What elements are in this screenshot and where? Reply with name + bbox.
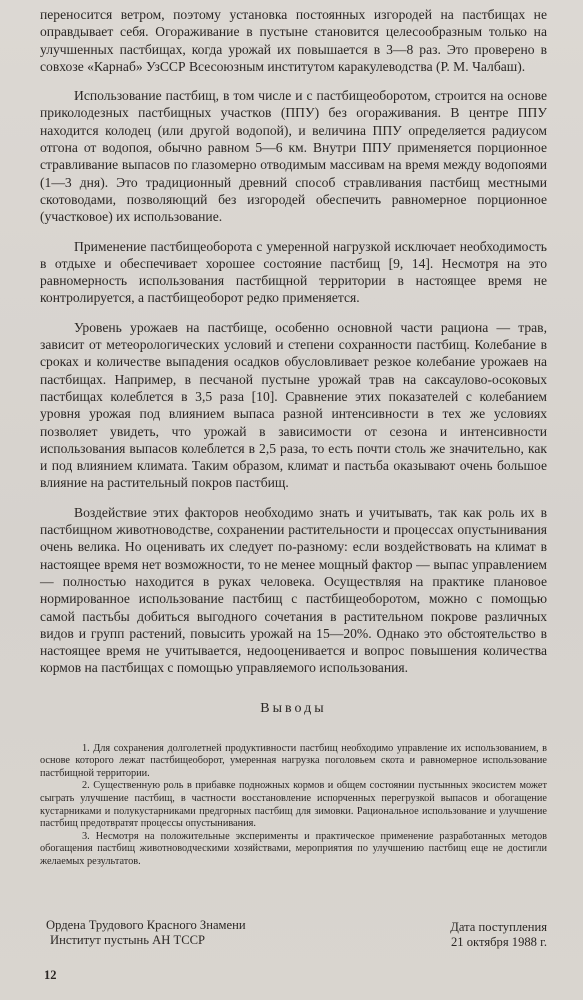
paragraph-1: переносится ветром, поэтому установка постоянных изгородей на пастбищах не оправдывает себя. Огораживание в пустыне становится целесообразным только на улучшенных пастбищах, когда урожай их повышается в 3—8 раз. Это проверено в совхозе «Карнаб» УзССР Всесоюзным институтом каракулеводства (Р. М. Чалбаш).	[40, 7, 547, 74]
received-date: 21 октября 1988 г.	[451, 935, 547, 949]
received-block	[450, 920, 547, 950]
conclusion-1: 1. Для сохранения долголетней продуктивности пастбищ необходимо управление их использованием, в основе которого лежат пастбищеоборот, умеренная нагрузка поголовьем скота и равномерное использование пастбищной территории.	[40, 742, 547, 779]
section-heading: Выводы	[260, 700, 327, 716]
conclusion-3: 3. Несмотря на положительные эксперименты и практическое применение разработанных методов обогащения пастбищ животноводческими хозяйствами, мероприятия по улучшению пастбищ еще не достигли желаемых результатов.	[40, 830, 547, 868]
page-number: 12	[44, 968, 57, 982]
paragraph-3: Применение пастбищеоборота с умеренной нагрузкой исключает необходимость в отдыхе и обеспечивает хорошее состояние пастбищ [9, 14]. Несмотря на это равномерность использования пастбищной территории в настоящее время не контролируется, а пастбищеоборот редко применяется.	[40, 238, 547, 306]
paragraph-4: Уровень урожаев на пастбище, особенно основной части рациона — трав, зависит от метеорологических условий и степени сохранности пастбищ. Колебание в сроках и количестве выпадения осадков обусловливает резкое колебание урожаев на пастбищах. Например, в песчаной пустыне урожай трав на саксаулово-осоковых пастбищах колеблется в 3,5 раза [10]. Сравнение этих показателей с колебанием уровня урожая под влиянием выпаса разной интенсивности в тех же условиях позволяет увидеть, что урожай в зависимости от сезона и интенсивности использования выпасов колеблется в 2,5 раза, то есть почти столь же значительно, как и под влиянием климата. Таким образом, климат и пастьба оказывают очень большое влияние на растительный покров пастбищ.	[40, 319, 547, 491]
paragraph-5: Воздействие этих факторов необходимо знать и учитывать, так как роль их в пастбищном животноводстве, сохранении растительности и процессах опустынивания очень велика. Но оценивать их следует по-разному: если воздействовать на климат в настоящее время нет возможности, то не менее мощный фактор — выпас управлением — полностью находится в руках человека. Осуществляя на практике плановое нормированное использование пастбищ с пастбищеоборотом, можно с помощью самой пастьбы добиться выгодного сочетания в растительном покрове различных видов и групп растений, повысить урожай на 15—20%. Однако это обстоятельство в настоящее время не учитывается, недооценивается и вопрос повышения количества кормов на пастбищах с помощью управляемого использования.	[40, 504, 547, 676]
institution-line-1: Ордена Трудового Красного Знамени	[46, 918, 246, 932]
institution-line-2: Институт пустынь АН ТССР	[50, 933, 206, 947]
received-label: Дата поступления	[450, 920, 547, 934]
paragraph-2: Использование пастбищ, в том числе и с пастбищеоборотом, строится на основе приколодезных пастбищных участков (ППУ) без огораживания. В центре ППУ находится колодец (или другой водопой), и величина ППУ определяется радиусом отгона от водопоя, обычно равном 5—6 км. Внутри ППУ применяется порционное стравливание выпасов по глазомерно отводимым массивам на время между водопоями (1—3 дня). Это традиционный древний способ стравливания пастбищ местными скотоводами, позволяющий без изгородей обеспечить равномерное порционное (участковое) их использование.	[40, 88, 547, 225]
conclusion-2: 2. Существенную роль в прибавке подножных кормов и общем состоянии пустынных экосистем может сыграть улучшение пастбищ, в частности восстановление испорченных перегрузкой выпасов и обогащение кустарниками и полукустарниками предгорных пастбищ для зимовки. Рациональное использование и улучшение пастбищ предотвратят процессы опустынивания.	[40, 780, 547, 830]
institution-block	[46, 918, 246, 948]
